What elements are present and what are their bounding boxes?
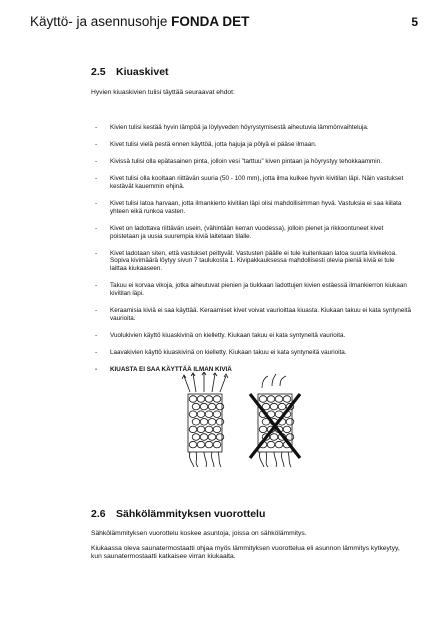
list-item: [91, 250, 411, 273]
stone-shape: [267, 441, 275, 448]
bullet-dash: -: [95, 282, 98, 290]
list-item: [91, 124, 411, 132]
stone-shape: [275, 396, 283, 403]
stone-shape: [208, 403, 216, 410]
stone-shape: [216, 403, 224, 410]
stone-shape: [216, 434, 224, 441]
bullet-dash: -: [95, 224, 98, 232]
list-item-text: Kivien tulisi kestää hyvin lämpöä ja löylyveden höyrystymisestä aiheutuvia lämmönvaihteluja.: [110, 124, 369, 131]
stone-shape: [197, 411, 205, 418]
stone-shape: [197, 441, 205, 448]
stone-shape: [197, 396, 205, 403]
stone-shape: [205, 441, 213, 448]
list-item-text: Kivet tulisi latoa harvaan, jotta ilmankierto kivitilan läpi olisi mahdollisimman hyvä. Vastuksia ei saa kiilata yhteen eikä runkoa vasten.: [110, 200, 402, 215]
section-number: 2.5: [91, 66, 106, 78]
stone-shape: [275, 441, 283, 448]
document-title-bold: FONDA DET: [171, 14, 250, 29]
list-item: [91, 141, 411, 149]
stone-shape: [283, 426, 291, 433]
page-header: [30, 14, 418, 30]
bullet-dash: -: [95, 348, 98, 356]
list-item-text: Kivet tulisi olla kooltaan riittävän suuria (50 - 100 mm), jotta ilma kulkee hyvin kivitilan läpi. Näin vastukset kestävät kauemmin ehjinä.: [110, 175, 404, 190]
list-item-text: KIUASTA EI SAA KÄYTTÄÄ ILMAN KIVIÄ: [110, 365, 232, 373]
stone-shape: [267, 396, 275, 403]
bullet-dash: -: [95, 175, 98, 183]
document-title: [30, 14, 249, 30]
stone-shape: [189, 411, 197, 418]
stone-shape: [286, 419, 294, 426]
stone-shape: [200, 434, 208, 441]
stone-shape: [205, 411, 213, 418]
list-item: [91, 175, 411, 190]
list-item: [91, 282, 411, 297]
stone-shape: [213, 411, 221, 418]
stone-shape: [189, 396, 197, 403]
section-title: Sähkölämmityksen vuorottelu: [116, 508, 266, 520]
stone-shape: [278, 403, 286, 410]
list-item: [91, 349, 411, 357]
bullet-dash: -: [95, 331, 98, 339]
list-item-text: Takuu ei korvaa vikoja, jotka aiheutuvat pienien ja tiukkaan ladottujen kivien estäessä ilmankierron kiukaan kivitilan läpi.: [110, 282, 407, 297]
list-item-text: Kivet on ladottava riittävän usein, (vähintään kerran vuodessa), jolloin pienet ja rikkoontuneet kivet poistetaan ja uusia suurempia kiviä laitetaan tilalle.: [110, 224, 384, 240]
stone-shape: [216, 419, 224, 426]
section-heading-2-5: [91, 66, 169, 78]
stone-shape: [213, 396, 221, 403]
stone-shape: [192, 434, 200, 441]
section-title: Kiuaskivet: [116, 66, 169, 78]
list-item-text: Kivet tulisi vielä pestä ennen käyttöä, jotta hajuja ja pölyä ei pääse ilmaan.: [110, 141, 317, 149]
stone-shape: [192, 419, 200, 426]
list-item: [91, 225, 411, 240]
list-item-text: Kivet ladotaan siten, että vastukset peittyvät. Vastusten päälle ei tule kuitenkaan latoa suurta kivikekoa. Sopiva kivimäärä löytyy sivun 7 taulukosta 1. Kivipakkauksessa mahdollisesti olevia pieniä kiviä ei tule laittaa kiukaaseen.: [110, 249, 397, 273]
list-item-text: Kivissä tulisi olla epätasainen pinta, jolloin vesi ”tarttuu” kiven pintaan ja höyrystyy tehokkaammin.: [110, 158, 382, 166]
stone-shape: [270, 434, 278, 441]
bullet-dash: -: [95, 200, 98, 208]
section-2-6-paragraph-2: Kiukaassa oleva saunatermostaatti ohjaa myös lämmityksen vuorottelua eli asunnon lämmitys kytkeytyy, kun saunatermostaatti katkaisee virran kiukaalta.: [91, 545, 400, 560]
stone-shape: [213, 441, 221, 448]
list-item-text: Keraamisia kiviä ei saa käyttää. Keraamiset kivet voivat vaurioittaa kiuasta. Kiukaan takuu ei kata syntyneitä vaurioita.: [110, 306, 412, 322]
stone-shape: [200, 403, 208, 410]
section-number: 2.6: [91, 508, 106, 520]
bullet-dash: -: [95, 249, 98, 257]
bullet-dash: -: [95, 158, 98, 166]
stone-shape: [259, 396, 267, 403]
bullet-dash: -: [95, 141, 98, 149]
document-title-regular: Käyttö- ja asennusohje: [30, 14, 172, 29]
list-item-text: Vuolukivien käyttö kiuaskivinä on kielletty. Kiukaan takuu ei kata syntyneitä vaurioita.: [110, 331, 346, 339]
section-2-6-paragraph-1: Sähkölämmityksen vuorottelu koskee asuntoja, joissa on sähkölämmitys.: [91, 530, 307, 537]
section-intro: Hyvien kiuaskivien tulisi täyttää seuraavat ehdot:: [91, 89, 235, 96]
list-item: [91, 307, 411, 322]
stone-shape: [270, 403, 278, 410]
section-heading-2-6: [91, 508, 265, 520]
stone-shape: [208, 434, 216, 441]
stone-shape: [189, 441, 197, 448]
list-item-text: Laavakivien käyttö kiuaskivinä on kielletty. Kiukaan takuu ei kata syntyneitä vaurioita.: [110, 348, 347, 356]
stone-shape: [205, 396, 213, 403]
stone-shape: [200, 419, 208, 426]
list-item: [91, 158, 411, 166]
stone-shape: [205, 426, 213, 433]
stone-shape: [208, 419, 216, 426]
incorrect-stone-stacking-crossed-illustration: [250, 374, 300, 467]
list-item: [91, 200, 411, 215]
stone-shape: [259, 426, 267, 433]
stone-shape: [192, 403, 200, 410]
list-item: [91, 332, 411, 340]
stone-shape: [197, 426, 205, 433]
bullet-dash: -: [95, 306, 98, 314]
stone-shape: [283, 396, 291, 403]
bullet-dash: -: [95, 124, 98, 131]
correct-stone-stacking-illustration: [182, 372, 228, 467]
sauna-stones-figure: [176, 372, 302, 468]
stone-shape: [213, 426, 221, 433]
page-number: 5: [411, 15, 418, 29]
stone-shape: [189, 426, 197, 433]
stone-requirements-list: [91, 124, 411, 383]
bullet-dash: -: [95, 365, 98, 373]
